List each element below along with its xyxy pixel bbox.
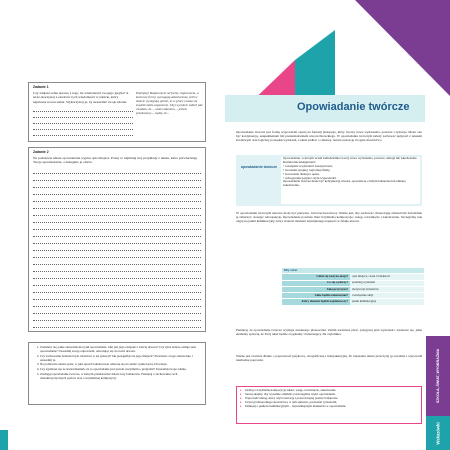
tip-item: ▸ Zadbaj o trójdzielną kompozycję tekstu: wstęp, rozwinięcie, zakończenie. <box>245 389 421 393</box>
purple-triangle <box>355 0 450 96</box>
paragraph-3: Pamiętaj, że opowiadanie twórcze wymaga starannego planowania. Zanim zaczniesz pisać, przygotuj plan wydarzeń i zastanów się, jakie elementy sprawią, że Twój tekst będzie oryginalny i interesujący dla czytelnika. <box>236 328 422 337</box>
task1-label: Zadanie 1 <box>33 85 49 89</box>
plan-table <box>282 268 424 306</box>
task2-text: Na podstawie tekstu opowiadania wypisz opis miejsca. Podaj co najmniej trzy przykłady z tekstu, które potwierdzają Twoje spostrzeżenia, a następnie je omów. <box>33 156 197 165</box>
side-tab-chapter-label: SZKOŁA, ŚWIAT, WYOBRAŹNIA <box>436 348 440 404</box>
right-page <box>225 0 450 450</box>
tip-item: ▸ Używaj różnorodnego słownictwa, w tym epitetów, porównań i przenośni. <box>245 401 421 405</box>
task1-hint: Pamiętaj! Rozpoczęcie od formy rozpoczęcia, a końcowe formy wymagają zakończenia, jeśli w tekście występują opinie, to w pracy muszą się znaleźć także argumenty. Użyj wyrażeń, takich jak: uważam, że..., moim zdaniem..., jestem przekonany..., sądzę, że... <box>136 91 204 115</box>
definition-line: Kształcenie umiejętności: <box>283 159 316 164</box>
definition-line: • wzbogacanie języka i stylu wypowiedzi. <box>283 175 337 180</box>
task1-box <box>28 82 206 142</box>
table-row <box>282 299 424 305</box>
task2-answer-lines[interactable] <box>33 168 201 329</box>
table-value: punkt kulminacyjny <box>350 299 424 305</box>
page-title: Opowiadanie twórcze <box>297 101 410 113</box>
task3-item: 3. Na podstawie tekstu opisz, w jaki sposób bohaterowie odnoszą się do siebie i jakie łączą ich relacje. <box>40 363 202 367</box>
table-value: opis miejsca, czasu i bohaterów <box>350 274 424 280</box>
paragraph-2: W opowiadaniu twórczym narrator może być pierwszo- lub trzecioosobowy. Ważne jest, aby zachować chronologię zdarzeń lub świadomie ją zaburzyć, stosując retrospekcję. Opowiadanie powinno mieć trójdzielną kompozycję: wstęp, rozwinięcie i zakończenie. Szczególną rolę odgrywa punkt kulminacyjny, który stanowi moment największego napięcia w fabule utworu. <box>236 211 422 224</box>
tip-item: ▸ Stosuj akapity, aby wyraźnie oddzielić poszczególne części opowiadania. <box>245 393 421 397</box>
table-key: Który element będzie najciekawszy? <box>282 299 350 305</box>
table-key: Jaka przyczyna? <box>282 286 350 292</box>
table-value: motywacja bohaterów <box>350 286 424 292</box>
task3-item: 2. Czy zachowanie bohatera było właściwe w tej sytuacji? Jak postąpiłbyś na jego miejscu? Przedstaw swoje stanowisko i uzasadnij je. <box>40 355 202 363</box>
task1-text: Czy zdajesz sobie sprawę z tego, ile wiadomości swojego języka? A teraz skorzystaj z zasobów tych wiadomości w tekście, który napiszesz na ten temat. Wykorzystaj je, by uzasadnić swoje zdanie. <box>33 91 129 104</box>
definition-line: • stosowanie dialogu i opisu, <box>283 171 320 176</box>
tip-item: ▸ Pamiętaj o punkcie kulminacyjnym – najważniejszym momencie w opowiadaniu. <box>245 405 421 409</box>
task2-box <box>28 147 206 332</box>
task3-item: 4. Czy zgadzasz się ze stwierdzeniem, że to opowiadanie jest przede wszystkim o przyjaźni? Uzasadnij swoje zdanie. <box>40 368 202 372</box>
table-key: Co się wydarzy? <box>282 280 350 286</box>
intro-paragraph: Opowiadanie twórcze jest formą wypowiedzi opartą na fantazji piszącego, który tworzy nowe wydarzenia, postacie i sytuacje. Może ono być kontynuacją, uzupełnieniem lub przekształceniem utworu literackiego. W opowiadaniu twórczym należy zachować spójność z tekstem źródłowym oraz logiczny porządek wydarzeń, a także zadbać o ciekawą, barwną narrację i bogate słownictwo. <box>236 130 422 143</box>
side-tab-chapter[interactable] <box>426 336 450 416</box>
tip-item: ▸ Wprowadź dialog, który ożywi narrację i pozwoli lepiej poznać bohaterów. <box>245 397 421 401</box>
plan-table-header: Mój szkic <box>282 268 424 274</box>
table-value: przebieg wydarzeń <box>350 280 424 286</box>
task3-box <box>28 342 206 405</box>
paragraph-4: Ważne jest również dbanie o poprawność językową, ortograficzną i interpunkcyjną. Po napisaniu tekstu przeczytaj go uważnie i wprowadź niezbędne poprawki. <box>236 354 422 363</box>
definition-line: Opowiadanie twórcze może być kontynuacją utworu, opowieścią o innym bohaterze lub zmianą zakończenia. <box>283 179 406 188</box>
definition-line: Opowiadanie, w którym uczeń samodzielnie tworzy nowe wydarzenia, postacie, dialogi lub zakończenie. <box>283 156 418 160</box>
side-tab-tips-label: Wskazówki <box>435 421 441 445</box>
task3-item: 1. Zastanów się, jakie znaczenie ma tytuł opowiadania. Jaki jest jego związek z treścią utworu? Czy tytuł dobrze oddaje sens opowiadania? Uzasadnij swoją odpowiedź, odwołując się do treści utworu. <box>40 346 202 354</box>
task2-label: Zadanie 2 <box>33 150 49 154</box>
definition-label: opowiadanie twórcze <box>240 165 278 169</box>
definition-content <box>281 157 420 204</box>
definition-box <box>236 155 422 206</box>
table-key: Gdzie się zaczyna akcja? <box>282 274 350 280</box>
side-tab-tips[interactable] <box>426 416 450 450</box>
table-key: Jakie będzie zakończenie? <box>282 293 350 299</box>
table-value: rozwiązanie akcji <box>350 293 424 299</box>
definition-line: • tworzenie spójnej, logicznej fabuły, <box>283 167 331 172</box>
task3-item: 5. Zredaguj opowiadanie twórcze, w którym przedstawisz dalsze losy bohaterów. Pamiętaj o zachowaniu cech charakterystycznych postaci oraz o trójdzielnej kompozycji. <box>40 373 202 381</box>
left-corner-marker <box>0 430 8 450</box>
tips-box <box>236 386 422 424</box>
task1-answer-lines[interactable] <box>33 107 133 139</box>
definition-line: • rozwijanie wyobraźni i kreatywności, <box>283 163 333 168</box>
